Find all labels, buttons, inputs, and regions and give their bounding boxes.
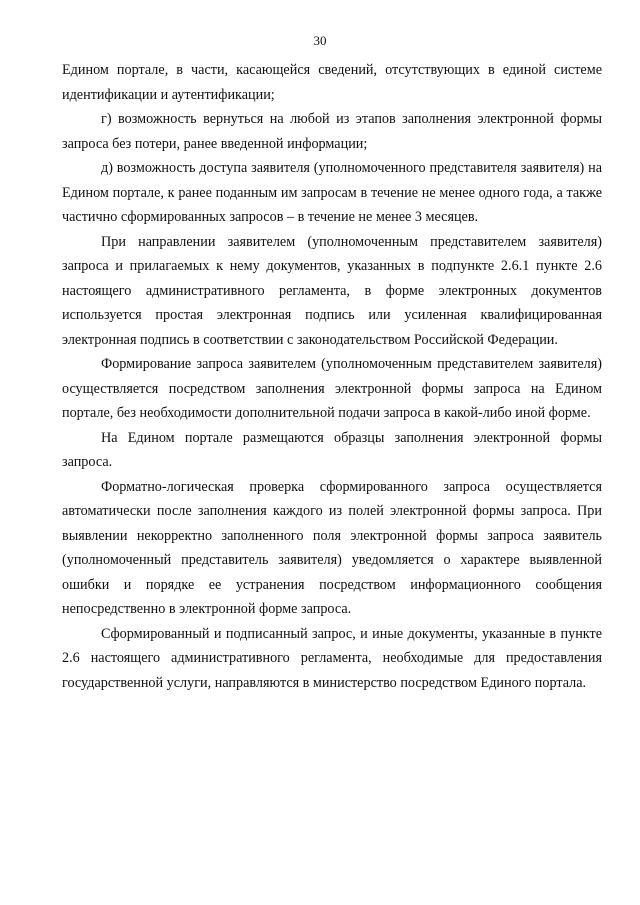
- paragraph-format-check: Форматно-логическая проверка сформированного запроса осуществляется автоматически после заполнения каждого из полей электронной формы запроса. При выявлении некорректно заполненного поля электронной формы запроса заявитель (уполномоченный представитель заявителя) уведомляется о характере выявленной ошибки и порядке ее устранения посредством информационного сообщения непосредственно в электронной форме запроса.: [62, 478, 602, 617]
- paragraph-continuation: Едином портале, в части, касающейся сведений, отсутствующих в единой системе идентификации и аутентификации;: [62, 62, 602, 103]
- paragraph-item-d: д) возможность доступа заявителя (уполномоченного представителя заявителя) на Едином портале, к ранее поданным им запросам в течение не менее одного года, а также частично сформированных запросов – в течение не менее 3 месяцев.: [62, 160, 602, 225]
- paragraph-electronic-signature: При направлении заявителем (уполномоченным представителем заявителя) запроса и прилагаемых к нему документов, указанных в подпункте 2.6.1 пункте 2.6 настоящего административного регламента, в форме электронных документов используется простая электронная подпись или усиленная квалифицированная электронная подпись в соответствии с законодательством Российской Федерации.: [62, 233, 602, 348]
- paragraph-request-formation: Формирование запроса заявителем (уполномоченным представителем заявителя) осуществляется посредством заполнения электронной формы запроса на Едином портале, без необходимости дополнительной подачи запроса в какой-либо иной форме.: [62, 356, 602, 421]
- paragraph-submission: Сформированный и подписанный запрос, и иные документы, указанные в пункте 2.6 настоящего административного регламента, необходимые для предоставления государственной услуги, направляются в министерство посредством Единого портала.: [62, 625, 602, 691]
- paragraph-item-g: г) возможность вернуться на любой из этапов заполнения электронной формы запроса без потери, ранее введенной информации;: [62, 111, 602, 152]
- document-body: [62, 58, 602, 695]
- page-number: 30: [313, 33, 327, 48]
- paragraph-form-samples: На Едином портале размещаются образцы заполнения электронной формы запроса.: [62, 429, 602, 470]
